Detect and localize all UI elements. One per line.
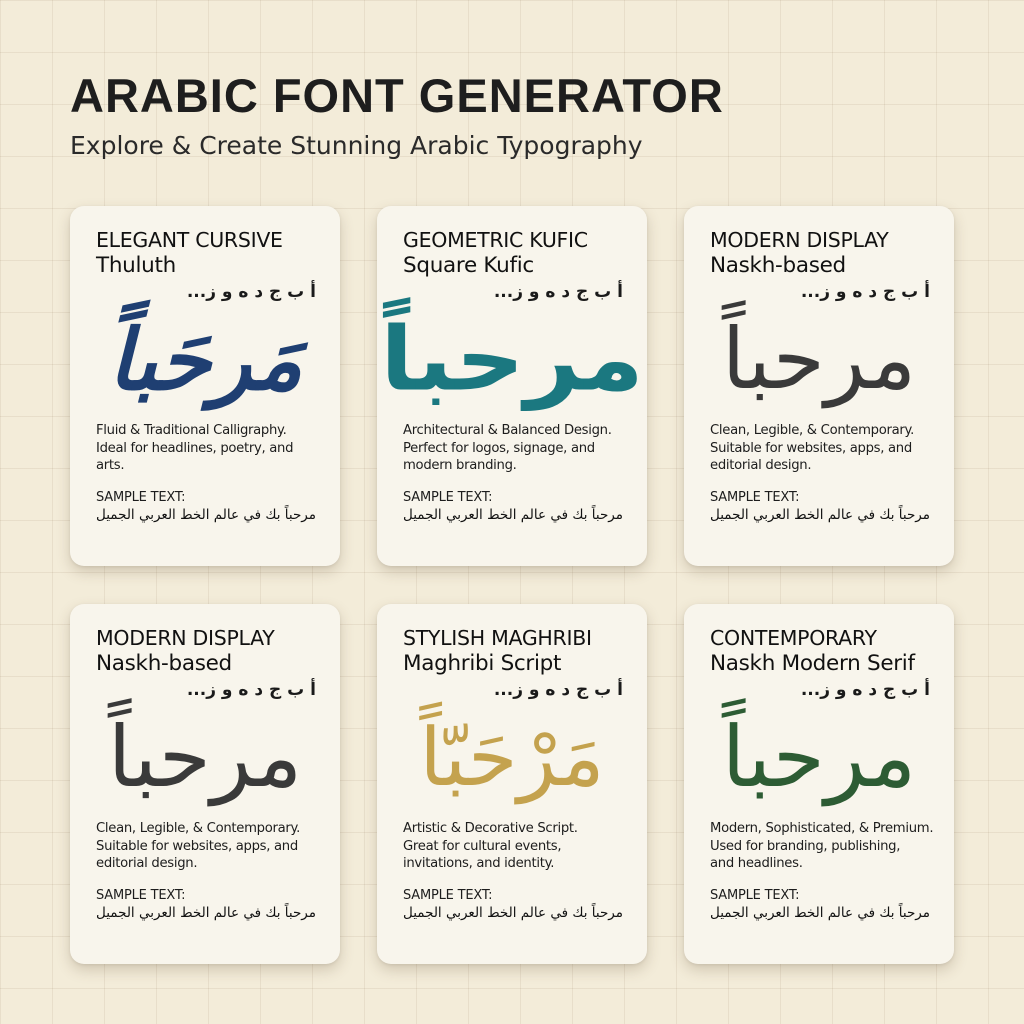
card-description [96,422,314,476]
card-category: CONTEMPORARY [710,626,877,650]
sample-label: SAMPLE TEXT: [403,490,493,506]
card-showcase [96,300,314,418]
card-alphabet: أ ب ج د ه و ز... [186,680,316,701]
card-description-line: Clean, Legible, & Contemporary. [710,423,915,439]
card-description-line: editorial design. [710,458,812,474]
font-card-naskh-based[interactable] [684,206,954,566]
card-description-line: Used for branding, publishing, [710,838,901,854]
font-card-thuluth[interactable] [70,206,340,566]
font-card-naskh-modern-serif[interactable] [684,604,954,964]
card-category: MODERN DISPLAY [96,626,275,650]
card-description-line: Suitable for websites, apps, and [96,838,298,854]
card-description-line: Clean, Legible, & Contemporary. [96,821,301,837]
card-style-name: Naskh Modern Serif [710,650,915,676]
card-showcase [380,300,644,418]
card-description-line: Great for cultural events, [403,838,562,854]
card-description-line: arts. [96,458,125,474]
card-description-line: modern branding. [403,458,517,474]
card-style-name: Maghribi Script [403,650,562,676]
showcase-word: مرحباً [721,708,917,807]
sample-text: مرحباً بك في عالم الخط العربي الجميل [710,905,930,922]
sample-label: SAMPLE TEXT: [710,490,800,506]
card-description-line: and headlines. [710,856,803,872]
card-description [710,422,928,476]
showcase-word: مرحباً [107,708,303,807]
card-category: STYLISH MAGHRIBI [403,626,592,650]
font-card-naskh-based-alt[interactable] [70,604,340,964]
card-style-name: Naskh-based [710,252,846,278]
sample-label: SAMPLE TEXT: [403,888,493,904]
card-alphabet: أ ب ج د ه و ز... [800,680,930,701]
card-description [96,820,314,874]
card-description-line: editorial design. [96,856,198,872]
card-description-line: Perfect for logos, signage, and [403,440,595,456]
card-showcase [710,300,928,418]
sample-label: SAMPLE TEXT: [96,490,186,506]
page-title: ARABIC FONT GENERATOR [70,69,724,122]
font-card-square-kufic[interactable] [377,206,647,566]
card-description-line: Ideal for headlines, poetry, and [96,440,294,456]
showcase-word: مَرْحَبّاً [419,710,605,804]
card-description [403,820,621,874]
showcase-word: مَرحَباً [107,309,303,409]
card-category: GEOMETRIC KUFIC [403,228,588,252]
card-description-line: invitations, and identity. [403,856,555,872]
card-description-line: Architectural & Balanced Design. [403,423,612,439]
font-card-maghribi[interactable] [377,604,647,964]
card-description [710,820,934,874]
card-alphabet: أ ب ج د ه و ز... [493,282,623,303]
page-subtitle: Explore & Create Stunning Arabic Typography [70,131,643,160]
sample-label: SAMPLE TEXT: [96,888,186,904]
card-description-line: Fluid & Traditional Calligraphy. [96,423,287,439]
card-showcase [710,698,928,816]
card-description-line: Suitable for websites, apps, and [710,440,912,456]
sample-text: مرحباً بك في عالم الخط العربي الجميل [403,507,623,524]
card-showcase [403,698,621,816]
card-alphabet: أ ب ج د ه و ز... [493,680,623,701]
card-description [403,422,621,476]
card-style-name: Naskh-based [96,650,232,676]
sample-label: SAMPLE TEXT: [710,888,800,904]
sample-text: مرحباً بك في عالم الخط العربي الجميل [96,507,316,524]
card-style-name: Square Kufic [403,252,534,278]
card-description-line: Artistic & Decorative Script. [403,821,578,837]
sample-text: مرحباً بك في عالم الخط العربي الجميل [96,905,316,922]
card-alphabet: أ ب ج د ه و ز... [186,282,316,303]
showcase-word: مرحباً [721,310,917,409]
sample-text: مرحباً بك في عالم الخط العربي الجميل [403,905,623,922]
sample-text: مرحباً بك في عالم الخط العربي الجميل [710,507,930,524]
card-alphabet: أ ب ج د ه و ز... [800,282,930,303]
card-style-name: Thuluth [96,252,176,278]
card-category: MODERN DISPLAY [710,228,889,252]
card-showcase [96,698,314,816]
showcase-word: مرحباً [380,307,644,411]
card-category: ELEGANT CURSIVE [96,228,283,252]
card-description-line: Modern, Sophisticated, & Premium. [710,821,934,837]
